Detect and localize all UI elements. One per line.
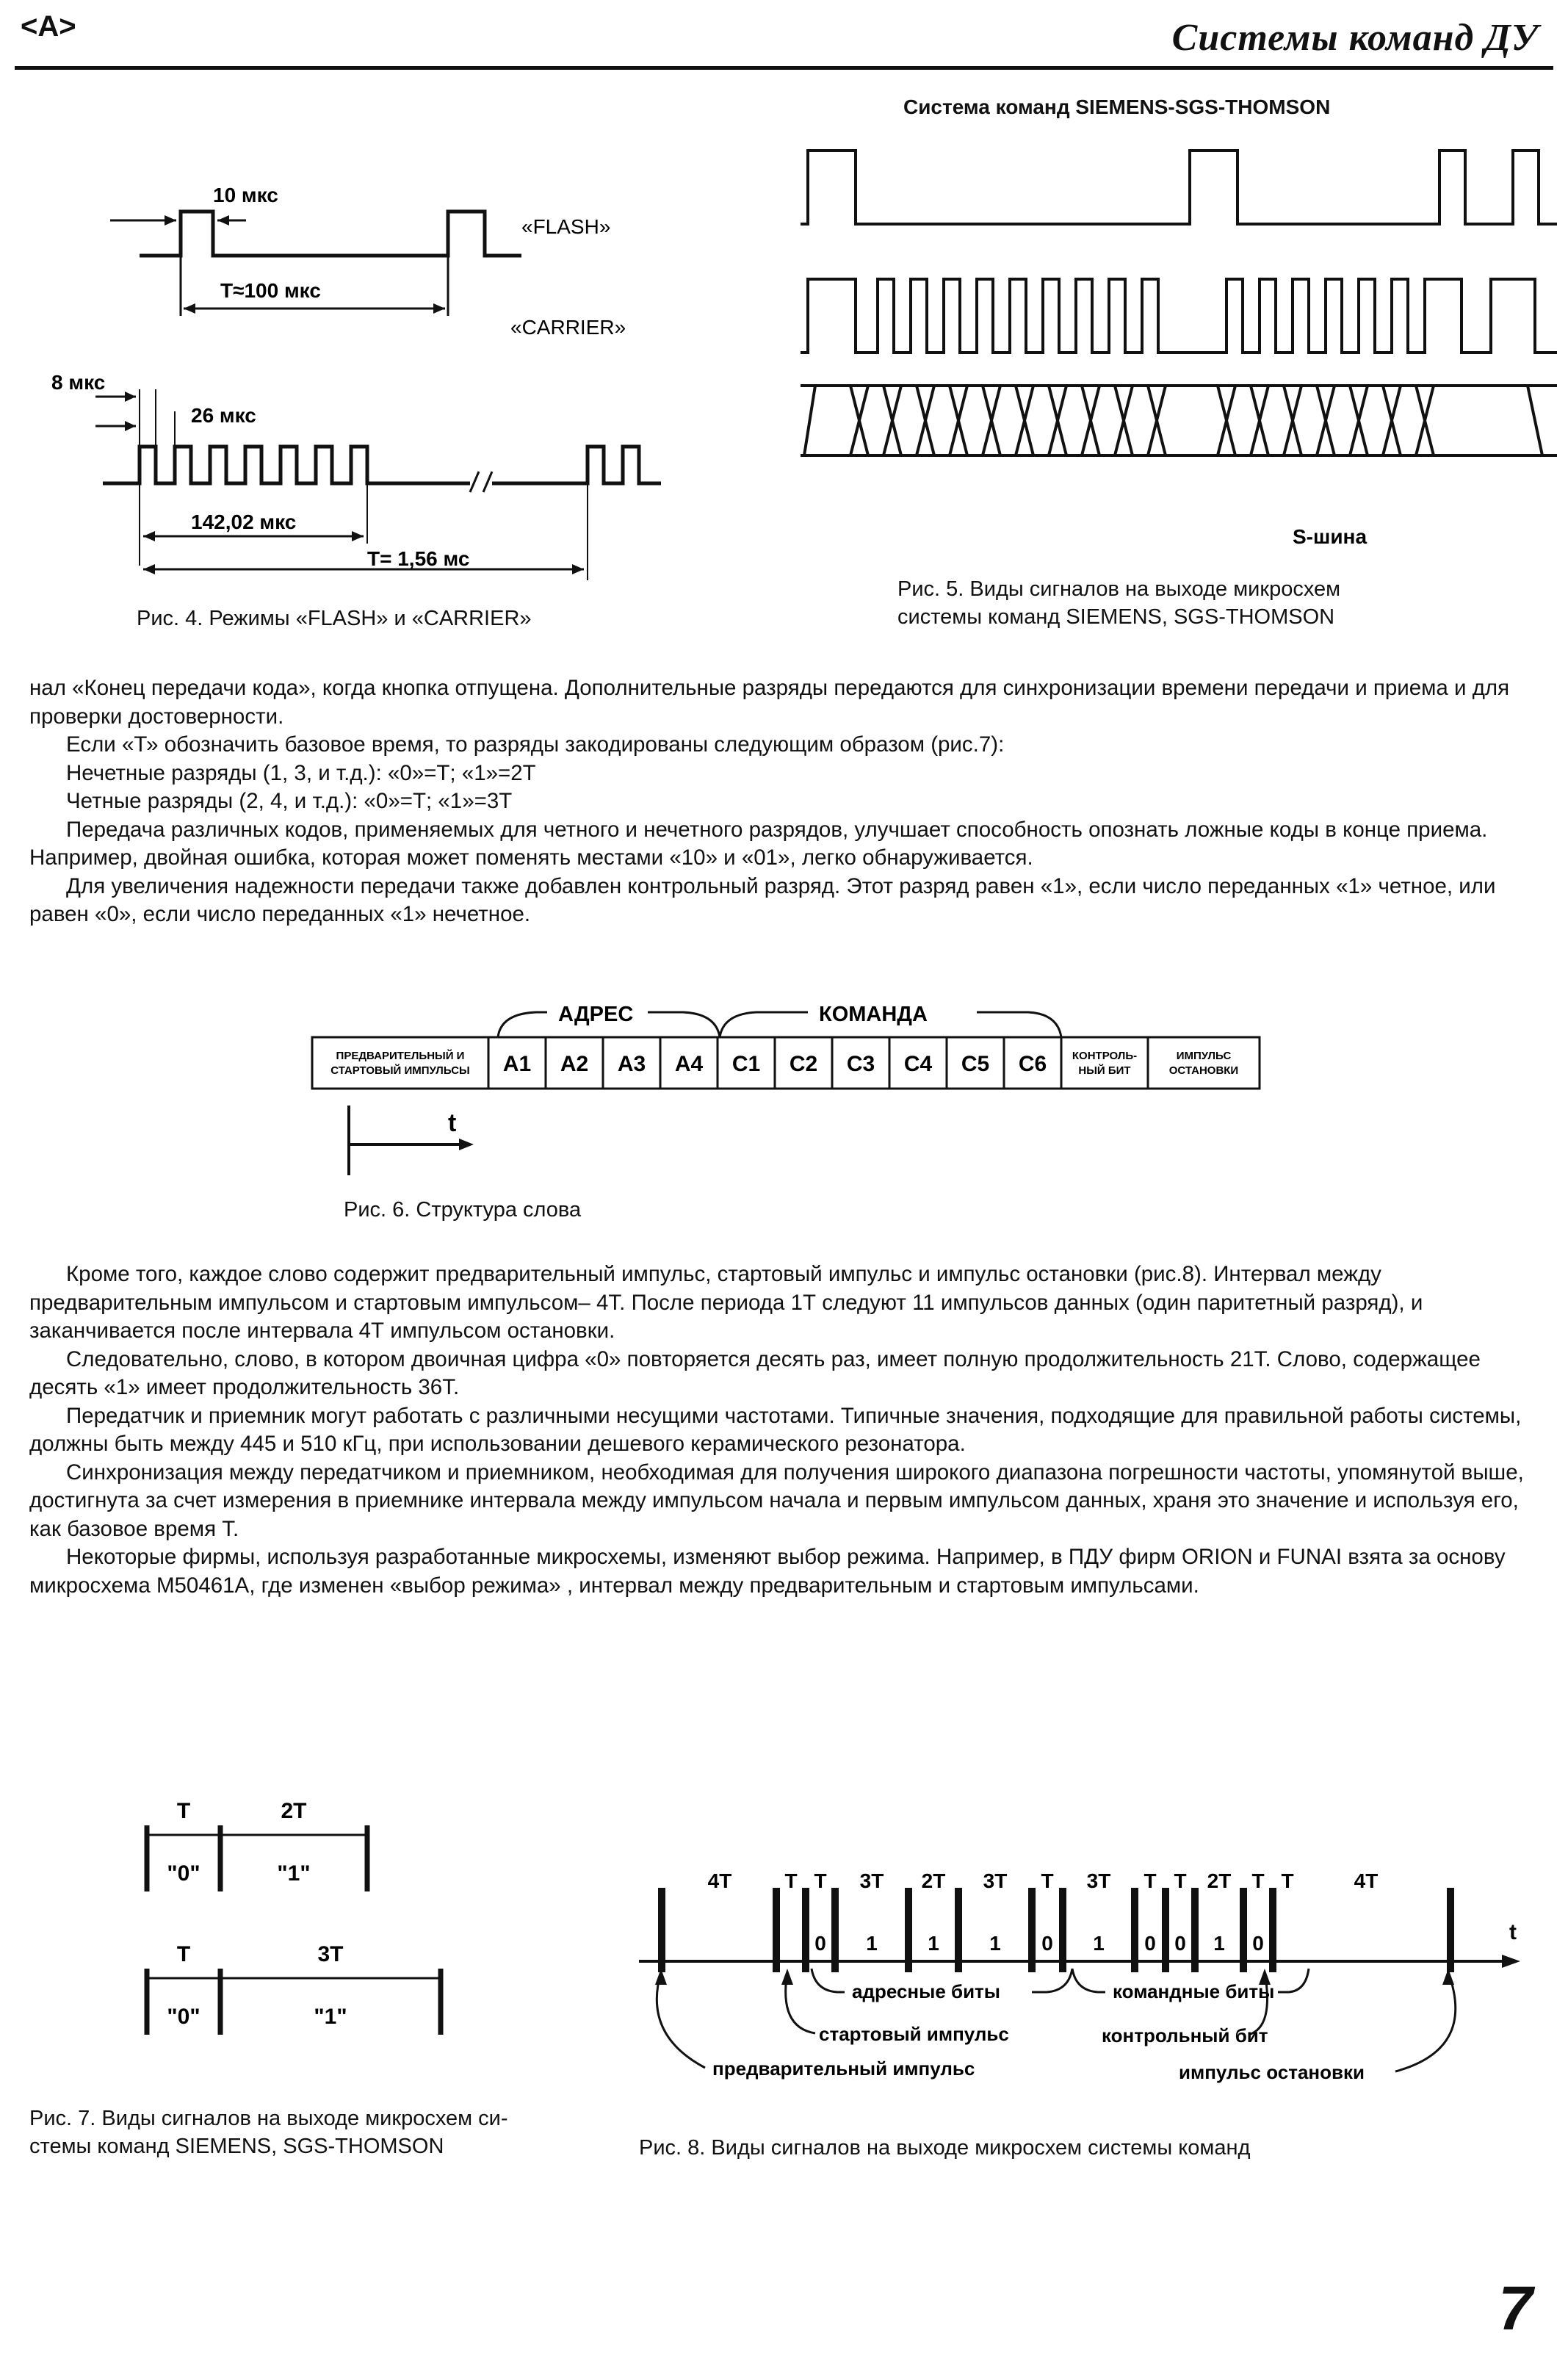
fig6-label-command: КОМАНДА xyxy=(819,1003,928,1026)
page-number: 7 xyxy=(1498,2273,1533,2342)
fig8-bit: 0 xyxy=(1174,1932,1186,1955)
fig7-top-T: T xyxy=(176,1799,191,1823)
fig5-caption-line1: Рис. 5. Виды сигналов на выходе микросхем xyxy=(897,577,1341,601)
fig8-caption: Рис. 8. Виды сигналов на выходе микросхем системы команд xyxy=(639,2136,1251,2160)
paragraph: Некоторые фирмы, используя разработанные микросхемы, изменяют выбор режима. Например, в ПДУ фирм ORION и FUNAI взята за основу микросхема M50461A, где изменен «выбор режима» , интервал между предварительным и стартовым импульсами. xyxy=(29,1545,1506,1598)
fig6-cell: C1 xyxy=(731,1052,761,1076)
fig7-caption-line1: Рис. 7. Виды сигналов на выходе микросхем си- xyxy=(29,2107,508,2130)
fig4-label-period: T≈100 мкс xyxy=(220,279,321,302)
fig5-diagram xyxy=(801,132,1557,558)
fig4-label-8us: 8 мкс xyxy=(51,371,106,394)
header-rule xyxy=(15,66,1553,70)
fig8-diagram xyxy=(632,1814,1550,2108)
paragraph: Четные разряды (2, 4, и т.д.): «0»=Т; «1»=3Т xyxy=(66,789,513,813)
fig6-cell-stop-line2: ОСТАНОВКИ xyxy=(1168,1064,1239,1077)
fig8-label-3T-c: 3T xyxy=(1086,1869,1111,1892)
fig8-label-T3: T xyxy=(1041,1869,1054,1892)
fig4-label-carrier: «CARRIER» xyxy=(510,316,626,339)
fig8-bit: 0 xyxy=(1041,1932,1053,1955)
fig8-label-T7: T xyxy=(1281,1869,1294,1892)
fig5-caption-line2: системы команд SIEMENS, SGS-THOMSON xyxy=(897,605,1335,629)
bus-transition xyxy=(804,386,815,455)
fig6-cell-ctrl-line2: НЫЙ БИТ xyxy=(1078,1064,1131,1077)
bus-transition xyxy=(1528,386,1542,455)
fig6-cell: C2 xyxy=(789,1052,818,1076)
fig8-label-3T-a: 3T xyxy=(859,1869,884,1892)
paragraph: Передача различных кодов, применяемых для четного и нечетного разрядов, улучшает способность опознать ложные коды в конце приема. Например, двойная ошибка, которая может поменять местами «10» и «01», легко обнаруживается. xyxy=(29,817,1488,870)
fig6-cell: C4 xyxy=(903,1052,933,1076)
fig7-bottom-T: T xyxy=(176,1942,191,1966)
fig7-bottom-3T: 3T xyxy=(317,1942,344,1966)
fig5-bus-label: S-шина xyxy=(1293,525,1368,548)
fig8-bit: 0 xyxy=(814,1932,826,1955)
fig7-top-one: "1" xyxy=(277,1861,311,1886)
fig6-cell: A1 xyxy=(502,1052,532,1076)
fig8-bit: 1 xyxy=(1093,1932,1105,1955)
fig4-label-flash: «FLASH» xyxy=(521,215,611,238)
fig6-cell: C6 xyxy=(1018,1052,1047,1076)
fig8-label-T5: T xyxy=(1174,1869,1187,1892)
fig6-time-label: t xyxy=(448,1109,457,1137)
fig8-label-4T-right: 4T xyxy=(1354,1869,1379,1892)
fig8-label-stop-pulse: импульс остановки xyxy=(1179,2061,1365,2083)
text-block-1 xyxy=(29,674,1542,929)
fig6-diagram xyxy=(294,970,1278,1190)
paragraph: Нечетные разряды (1, 3, и т.д.): «0»=Т; «1»=2Т xyxy=(66,760,536,785)
fig6-cell-ctrl-line1: КОНТРОЛЬ- xyxy=(1072,1050,1138,1062)
paragraph: Для увеличения надежности передачи также добавлен контрольный разряд. Этот разряд равен «1», если число переданных «1» четное, или равен «0», если число переданных «1» нечетное. xyxy=(29,873,1496,926)
fig7-diagram xyxy=(125,1785,492,2101)
fig8-bit: 0 xyxy=(1144,1932,1156,1955)
fig6-caption: Рис. 6. Структура слова xyxy=(344,1198,582,1222)
fig6-cell: C5 xyxy=(961,1052,990,1076)
fig6-cell: A4 xyxy=(674,1052,704,1076)
fig8-label-T1: T xyxy=(784,1869,798,1892)
fig8-bit: 0 xyxy=(1252,1932,1264,1955)
fig6-cell-stop-line1: ИМПУЛЬС xyxy=(1176,1050,1232,1062)
fig5-title: Система команд SIEMENS-SGS-THOMSON xyxy=(903,95,1331,118)
fig8-label-address-bits: адресные биты xyxy=(852,1980,1000,2002)
fig8-label-start-pulse: стартовый импульс xyxy=(819,2023,1009,2045)
paragraph: Следовательно, слово, в котором двоичная цифра «0» повторяется десять раз, имеет полную продолжительность 21Т. Слово, содержащее десять «1» имеет продолжительность 36Т. xyxy=(29,1346,1481,1399)
fig8-label-T2: T xyxy=(814,1869,827,1892)
header-logo: <A> xyxy=(21,10,76,43)
fig8-bit: 1 xyxy=(928,1932,939,1955)
fig8-label-T4: T xyxy=(1144,1869,1157,1892)
fig8-bit: 1 xyxy=(1213,1932,1225,1955)
paragraph: нал «Конец передачи кода», когда кнопка отпущена. Дополнительные разряды передаются для синхронизации времени передачи и приема и для проверки достоверности. xyxy=(29,676,1510,729)
fig8-bit: 1 xyxy=(989,1932,1001,1955)
fig8-label-3T-b: 3T xyxy=(983,1869,1008,1892)
fig8-label-4T-left: 4T xyxy=(707,1869,732,1892)
fig6-cell-pre-line1: ПРЕДВАРИТЕЛЬНЫЙ И xyxy=(336,1050,465,1062)
fig4-label-142us: 142,02 мкс xyxy=(191,511,297,533)
paragraph: Передатчик и приемник могут работать с различными несущими частотами. Типичные значения, подходящие для правильной работы системы, должны быть между 445 и 510 кГц, при использовании дешевого керамического резонатора. xyxy=(29,1403,1522,1456)
text-block-2 xyxy=(29,1260,1542,1600)
fig4-label-26us: 26 мкс xyxy=(191,404,256,427)
fig4-label-10us: 10 мкс xyxy=(213,184,278,206)
fig8-bit: 1 xyxy=(866,1932,878,1955)
fig7-bottom-zero: "0" xyxy=(167,2005,200,2029)
fig7-top-2T: 2T xyxy=(281,1799,307,1823)
fig8-label-control-bit: контрольный бит xyxy=(1102,2024,1268,2046)
fig6-cell: A3 xyxy=(617,1052,646,1076)
fig6-label-address: АДРЕС xyxy=(558,1003,634,1026)
fig4-label-156ms: T= 1,56 мс xyxy=(367,547,470,570)
paragraph: Если «Т» обозначить базовое время, то разряды закодированы следующим образом (рис.7): xyxy=(66,732,1005,757)
fig4-caption: Рис. 4. Режимы «FLASH» и «CARRIER» xyxy=(137,607,532,630)
fig6-cell-pre-line2: СТАРТОВЫЙ ИМПУЛЬСЫ xyxy=(330,1064,470,1077)
page-header-title: Системы команд ДУ xyxy=(1171,17,1539,59)
fig8-time-label: t xyxy=(1509,1920,1517,1944)
fig6-cell: C3 xyxy=(846,1052,875,1076)
fig6-cell: A2 xyxy=(560,1052,589,1076)
fig8-label-T6: T xyxy=(1251,1869,1265,1892)
fig8-label-command-bits: командные биты xyxy=(1113,1980,1275,2002)
fig7-caption-line2: стемы команд SIEMENS, SGS-THOMSON xyxy=(29,2135,444,2158)
fig8-label-pre-pulse: предварительный импульс xyxy=(712,2057,975,2080)
paragraph: Кроме того, каждое слово содержит предварительный импульс, стартовый импульс и импульс остановки (рис.8). Интервал между предварительным импульсом и стартовым импульсом– 4Т. После периода 1Т следуют 11 импульсов данных (один паритетный разряд), и заканчивается после интервала 4Т импульсом остановки. xyxy=(29,1262,1423,1343)
paragraph: Синхронизация между передатчиком и приемником, необходимая для получения широкого диапазона погрешности частоты, упомянутой выше, достигнута за счет измерения в приемнике интервала между импульсом начала и первым импульсом данных, храня это значение и используя его, как базовое время Т. xyxy=(29,1460,1524,1541)
fig8-label-2T-b: 2T xyxy=(1207,1869,1232,1892)
fig4-diagram xyxy=(44,169,705,639)
fig7-bottom-one: "1" xyxy=(314,2005,347,2029)
fig8-label-2T-a: 2T xyxy=(921,1869,946,1892)
fig7-top-zero: "0" xyxy=(167,1861,200,1886)
